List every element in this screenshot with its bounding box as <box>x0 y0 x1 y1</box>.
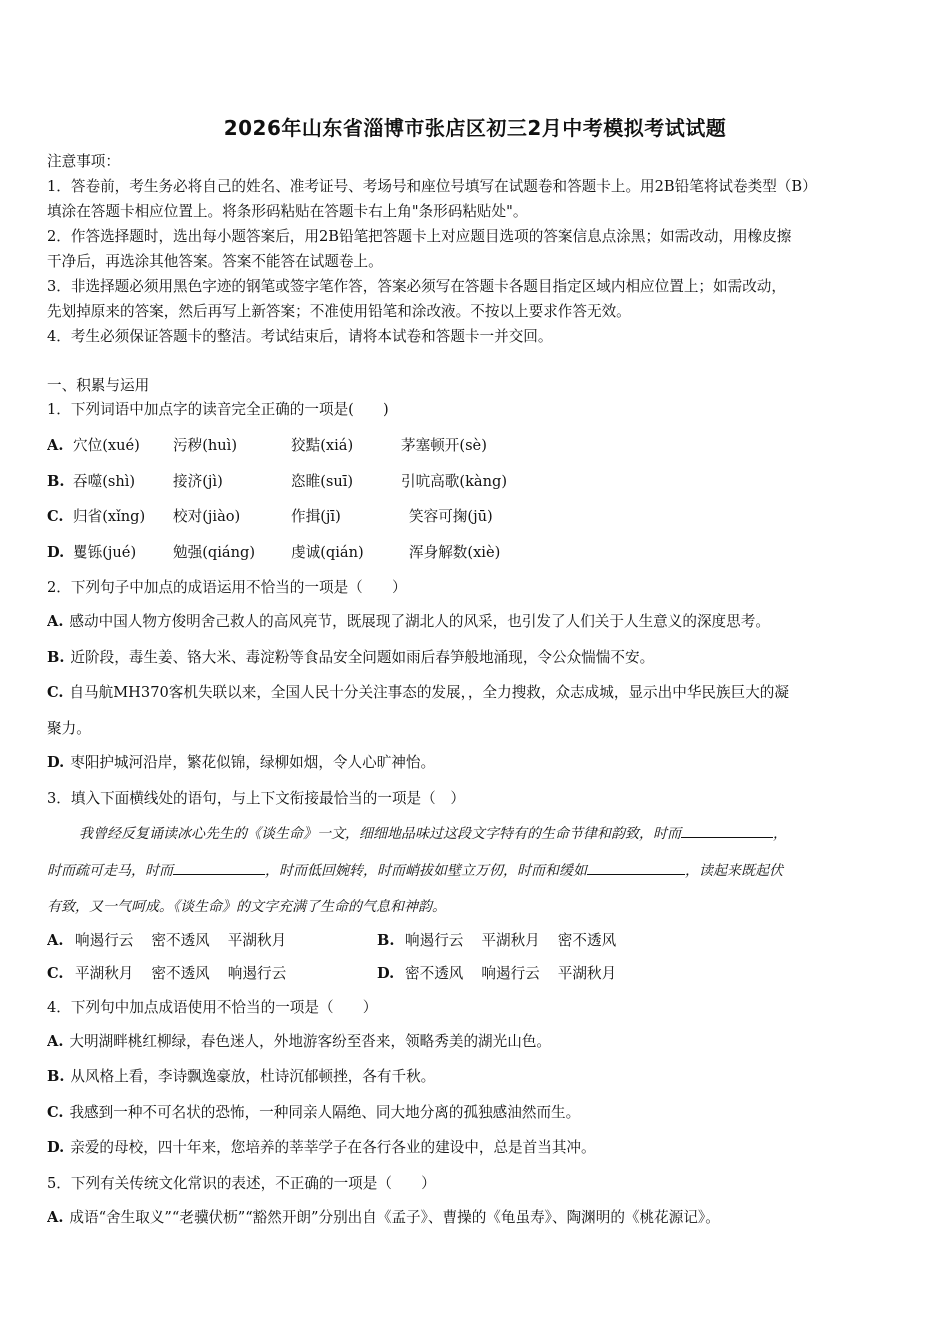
notice-heading: 注意事项： <box>47 153 120 170</box>
option-label: A. <box>47 437 64 454</box>
option-label: B. <box>47 1068 65 1085</box>
option-label: D. <box>47 754 65 771</box>
page-title: 2026年山东省淄博市张店区初三2月中考模拟考试试题 <box>223 116 727 140</box>
option-word: 茅塞顿开(sè) <box>401 437 487 454</box>
q2-option-a <box>47 612 904 632</box>
option-label: A. <box>47 1209 64 1226</box>
option-word: 归省(xǐng) <box>73 508 146 525</box>
q5-option-a <box>47 1208 904 1228</box>
option-word: 污秽(huì) <box>173 437 238 454</box>
q2-option-b <box>47 648 904 668</box>
q3-passage-line-2 <box>47 860 904 881</box>
option-word: 响遏行云 <box>75 932 134 949</box>
option-word: 笑容可掬(jū) <box>409 508 493 525</box>
question-stem: 2．下列句子中加点的成语运用不恰当的一项是（ ） <box>47 579 407 596</box>
question-stem: 3．填入下面横线处的语句，与上下文衔接最恰当的一项是（ ） <box>47 790 465 807</box>
fill-blank <box>587 860 685 875</box>
notice-line: 干净后，再选涂其他答案。答案不能答在试题卷上。 <box>47 253 383 270</box>
option-word: 平湖秋月 <box>481 932 540 949</box>
fill-blank <box>173 860 265 875</box>
option-label: C. <box>47 965 64 982</box>
option-label: C. <box>47 508 64 525</box>
passage-text: 我曾经反复诵读冰心先生的《谈生命》一文，细细地品味过这段文字特有的生命节律和韵致，时而 <box>79 826 681 842</box>
option-word: 密不透风 <box>405 965 464 982</box>
option-label: A. <box>47 1033 64 1050</box>
option-text: 大明湖畔桃红柳绿，春色迷人，外地游客纷至沓来，领略秀美的湖光山色。 <box>69 1033 552 1050</box>
option-text: 亲爱的母校，四十年来，您培养的莘莘学子在各行各业的建设中，总是首当其冲。 <box>70 1139 596 1156</box>
option-word: 平湖秋月 <box>75 965 134 982</box>
option-word: 响遏行云 <box>227 965 287 982</box>
option-word: 平湖秋月 <box>227 932 287 949</box>
option-word: 虔诚(qián) <box>291 544 364 561</box>
question-stem: 1．下列词语中加点字的读音完全正确的一项是( ) <box>47 401 389 418</box>
q3-passage-line-3: 有致，又一气呵成。《谈生命》的文字充满了生命的气息和神韵。 <box>47 899 446 915</box>
option-word: 密不透风 <box>151 932 210 949</box>
option-label: A. <box>47 613 64 630</box>
option-text: 枣阳护城河沿岸，繁花似锦，绿柳如烟，令人心旷神怡。 <box>70 754 436 771</box>
option-word: 平湖秋月 <box>557 965 617 982</box>
q4-option-d <box>47 1138 904 1158</box>
option-label: D. <box>47 544 65 561</box>
option-word: 引吭高歌(kàng) <box>401 473 508 490</box>
option-label: D. <box>47 1139 65 1156</box>
question-stem: 4．下列句中加点成语使用不恰当的一项是（ ） <box>47 999 378 1016</box>
section-heading: 一、积累与运用 <box>47 377 150 394</box>
option-label: B. <box>47 649 65 666</box>
option-text: 成语“舍生取义”“老骥伏枥”“豁然开朗”分别出自《孟子》、曹操的《龟虽寿》、陶渊明的《桃花源记》。 <box>69 1209 720 1226</box>
q4-option-c <box>47 1103 904 1123</box>
option-label: C. <box>47 1104 64 1121</box>
q2-option-c-cont <box>47 719 904 739</box>
option-word: 吞噬(shì) <box>73 473 136 490</box>
notice-line: 3．非选择题必须用黑色字迹的钢笔或签字笔作答，答案必须写在答题卡各题目指定区域内相应位置上；如需改动， <box>47 278 786 295</box>
option-word: 恣睢(suī) <box>291 473 354 490</box>
option-word: 密不透风 <box>151 965 210 982</box>
notice-line: 先划掉原来的答案，然后再写上新答案；不准使用铅笔和涂改液。不按以上要求作答无效。 <box>47 303 631 320</box>
option-text: 聚力。 <box>47 720 91 737</box>
passage-text: ，时而低回婉转，时而峭拔如壁立万仞，时而和缓如 <box>265 863 587 879</box>
option-word: 响遏行云 <box>405 932 464 949</box>
option-word: 穴位(xué) <box>73 437 140 454</box>
question-stem: 5．下列有关传统文化常识的表述，不正确的一项是（ ） <box>47 1175 436 1192</box>
option-text: 我感到一种不可名状的恐怖，一种同亲人隔绝、同大地分离的孤独感油然而生。 <box>69 1104 581 1121</box>
q1-option-c <box>47 507 904 527</box>
option-label: A. <box>47 932 64 949</box>
option-text: 自马航MH370客机失联以来，全国人民十分关注事态的发展，，全力搜救，众志成城，显示出中华民族巨大的凝 <box>69 684 789 701</box>
passage-text: 时而疏可走马，时而 <box>47 863 173 879</box>
q3-passage-line-1 <box>79 823 904 844</box>
q4-option-b <box>47 1067 904 1087</box>
passage-text: ，读起来既起伏 <box>685 863 783 879</box>
option-word: 作揖(jī) <box>291 508 341 525</box>
option-text: 从风格上看，李诗飘逸豪放，杜诗沉郁顿挫，各有千秋。 <box>70 1068 436 1085</box>
notice-line: 4．考生必须保证答题卡的整洁。考试结束后，请将本试卷和答题卡一并交回。 <box>47 328 553 345</box>
q1-option-d <box>47 543 904 563</box>
q4-option-a <box>47 1032 904 1052</box>
option-word: 密不透风 <box>557 932 617 949</box>
q1-option-b <box>47 472 904 492</box>
notice-line: 2．作答选择题时，选出每小题答案后，用2B铅笔把答题卡上对应题目选项的答案信息点涂黑；如需改动，用橡皮擦 <box>47 228 792 245</box>
notice-line: 填涂在答题卡相应位置上。将条形码粘贴在答题卡右上角"条形码粘贴处"。 <box>47 203 528 220</box>
fill-blank <box>681 823 773 838</box>
option-label: B. <box>47 473 65 490</box>
q1-option-a <box>47 436 904 456</box>
notice-line: 1．答卷前，考生务必将自己的姓名、准考证号、考场号和座位号填写在试题卷和答题卡上。用2B铅笔将试卷类型（B） <box>47 178 817 195</box>
option-word: 狡黠(xiá) <box>291 437 354 454</box>
option-word: 勉强(qiáng) <box>173 544 256 561</box>
passage-text: ， <box>773 826 787 842</box>
option-word: 浑身解数(xiè) <box>409 544 501 561</box>
option-text: 感动中国人物方俊明舍己救人的高风亮节，既展现了湖北人的风采，也引发了人们关于人生意义的深度思考。 <box>69 613 770 630</box>
q3-options-row-1 <box>47 931 904 951</box>
option-word: 接济(jì) <box>173 473 223 490</box>
option-label: C. <box>47 684 64 701</box>
option-word: 校对(jiào) <box>173 508 241 525</box>
q2-option-d <box>47 753 904 773</box>
option-word: 响遏行云 <box>481 965 540 982</box>
option-label: D. <box>377 965 395 982</box>
q3-options-row-2 <box>47 964 904 984</box>
option-word: 矍铄(jué) <box>73 544 137 561</box>
q2-option-c <box>47 683 904 703</box>
option-text: 近阶段，毒生姜、铬大米、毒淀粉等食品安全问题如雨后春笋般地涌现，令公众惴惴不安。 <box>70 649 655 666</box>
option-label: B. <box>377 932 395 949</box>
